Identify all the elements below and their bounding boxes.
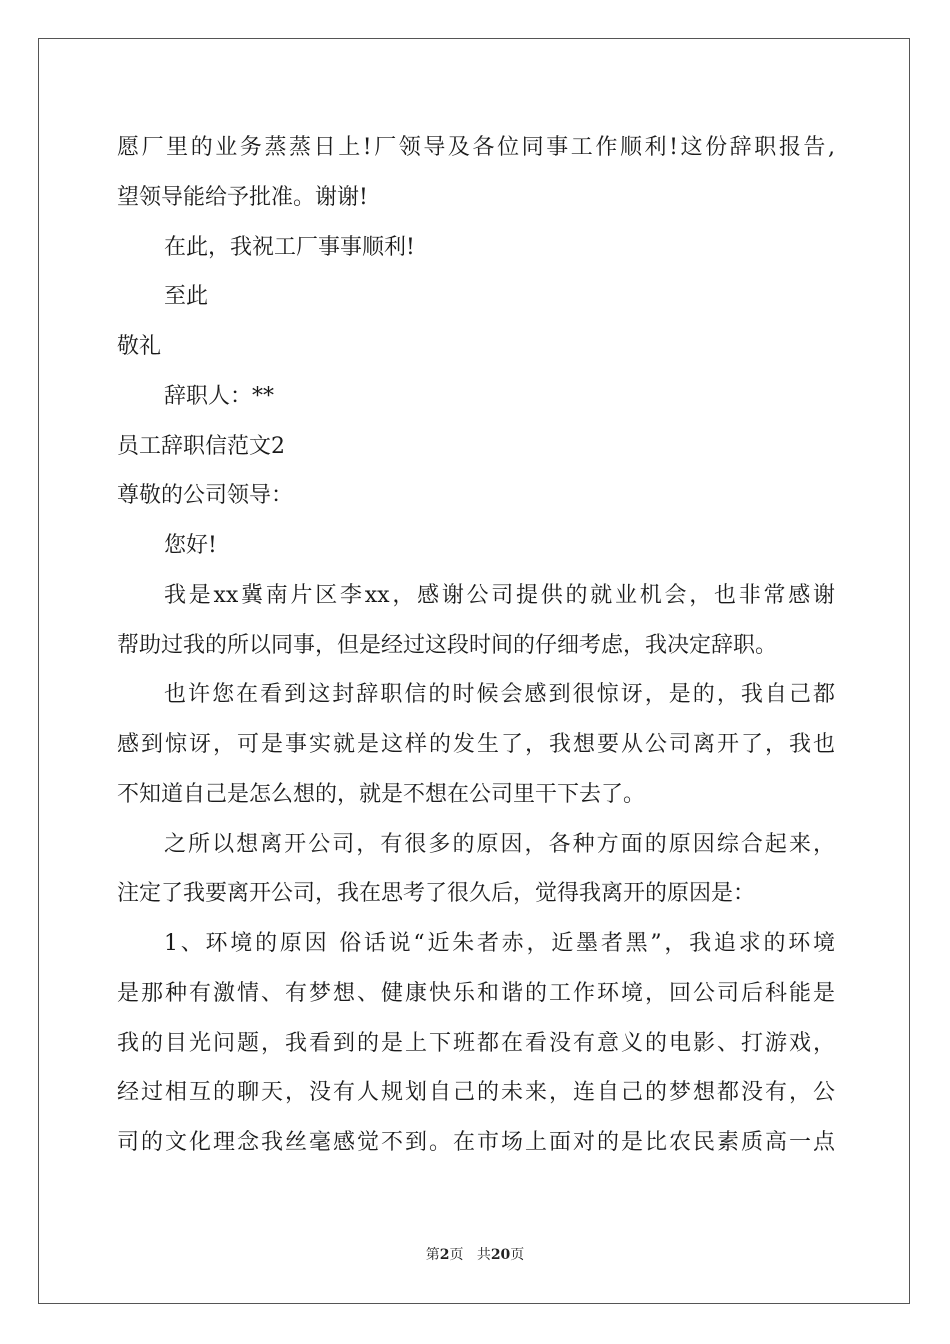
page-mid: 页 [449, 1247, 464, 1263]
page-current: 2 [439, 1247, 450, 1263]
total-prefix: 共 [476, 1247, 491, 1263]
section-title: 员工辞职信范文2 [117, 433, 285, 459]
text-line: 1、环境的原因 俗话说“近朱者赤，近墨者黑”，我追求的环境 [164, 931, 835, 956]
text-line: 至此 [164, 284, 209, 310]
signature-line: 辞职人：** [164, 383, 275, 409]
page-footer [0, 1244, 950, 1264]
page-total: 20 [490, 1247, 511, 1263]
text-line: 帮助过我的所以同事，但是经过这段时间的仔细考虑，我决定辞职。 [117, 632, 778, 658]
text-line: 我的目光问题，我看到的是上下班都在看没有意义的电影、打游戏， [117, 1030, 835, 1056]
text-line: 望领导能给予批准。谢谢! [117, 184, 368, 210]
text-line: 司的文化理念我丝毫感觉不到。在市场上面对的是比农民素质高一点 [117, 1130, 835, 1155]
text-line: 愿厂里的业务蒸蒸日上!厂领导及各位同事工作顺利!这份辞职报告, [117, 135, 835, 160]
greeting: 您好! [164, 533, 217, 558]
page-prefix: 第 [425, 1247, 440, 1263]
salutation: 尊敬的公司领导： [117, 483, 294, 509]
text-line: 不知道自己是怎么想的，就是不想在公司里干下去了。 [117, 781, 646, 807]
document-body [117, 123, 835, 1168]
total-suffix: 页 [510, 1247, 525, 1263]
text-line: 我是xx冀南片区李xx，感谢公司提供的就业机会，也非常感谢 [164, 582, 835, 608]
text-line: 在此，我祝工厂事事顺利! [164, 234, 415, 260]
text-line: 敬礼 [117, 334, 162, 359]
text-line: 经过相互的聊天，没有人规划自己的未来，连自己的梦想都没有，公 [117, 1080, 835, 1106]
text-line: 之所以想离开公司，有很多的原因，各种方面的原因综合起来， [164, 831, 835, 857]
text-line: 注定了我要离开公司，我在思考了很久后，觉得我离开的原因是： [117, 881, 756, 907]
text-line: 也许您在看到这封辞职信的时候会感到很惊讶，是的，我自己都 [164, 682, 835, 708]
text-line: 是那种有激情、有梦想、健康快乐和谐的工作环境，回公司后科能是 [117, 980, 835, 1006]
text-line: 感到惊讶，可是事实就是这样的发生了，我想要从公司离开了，我也 [117, 732, 835, 757]
